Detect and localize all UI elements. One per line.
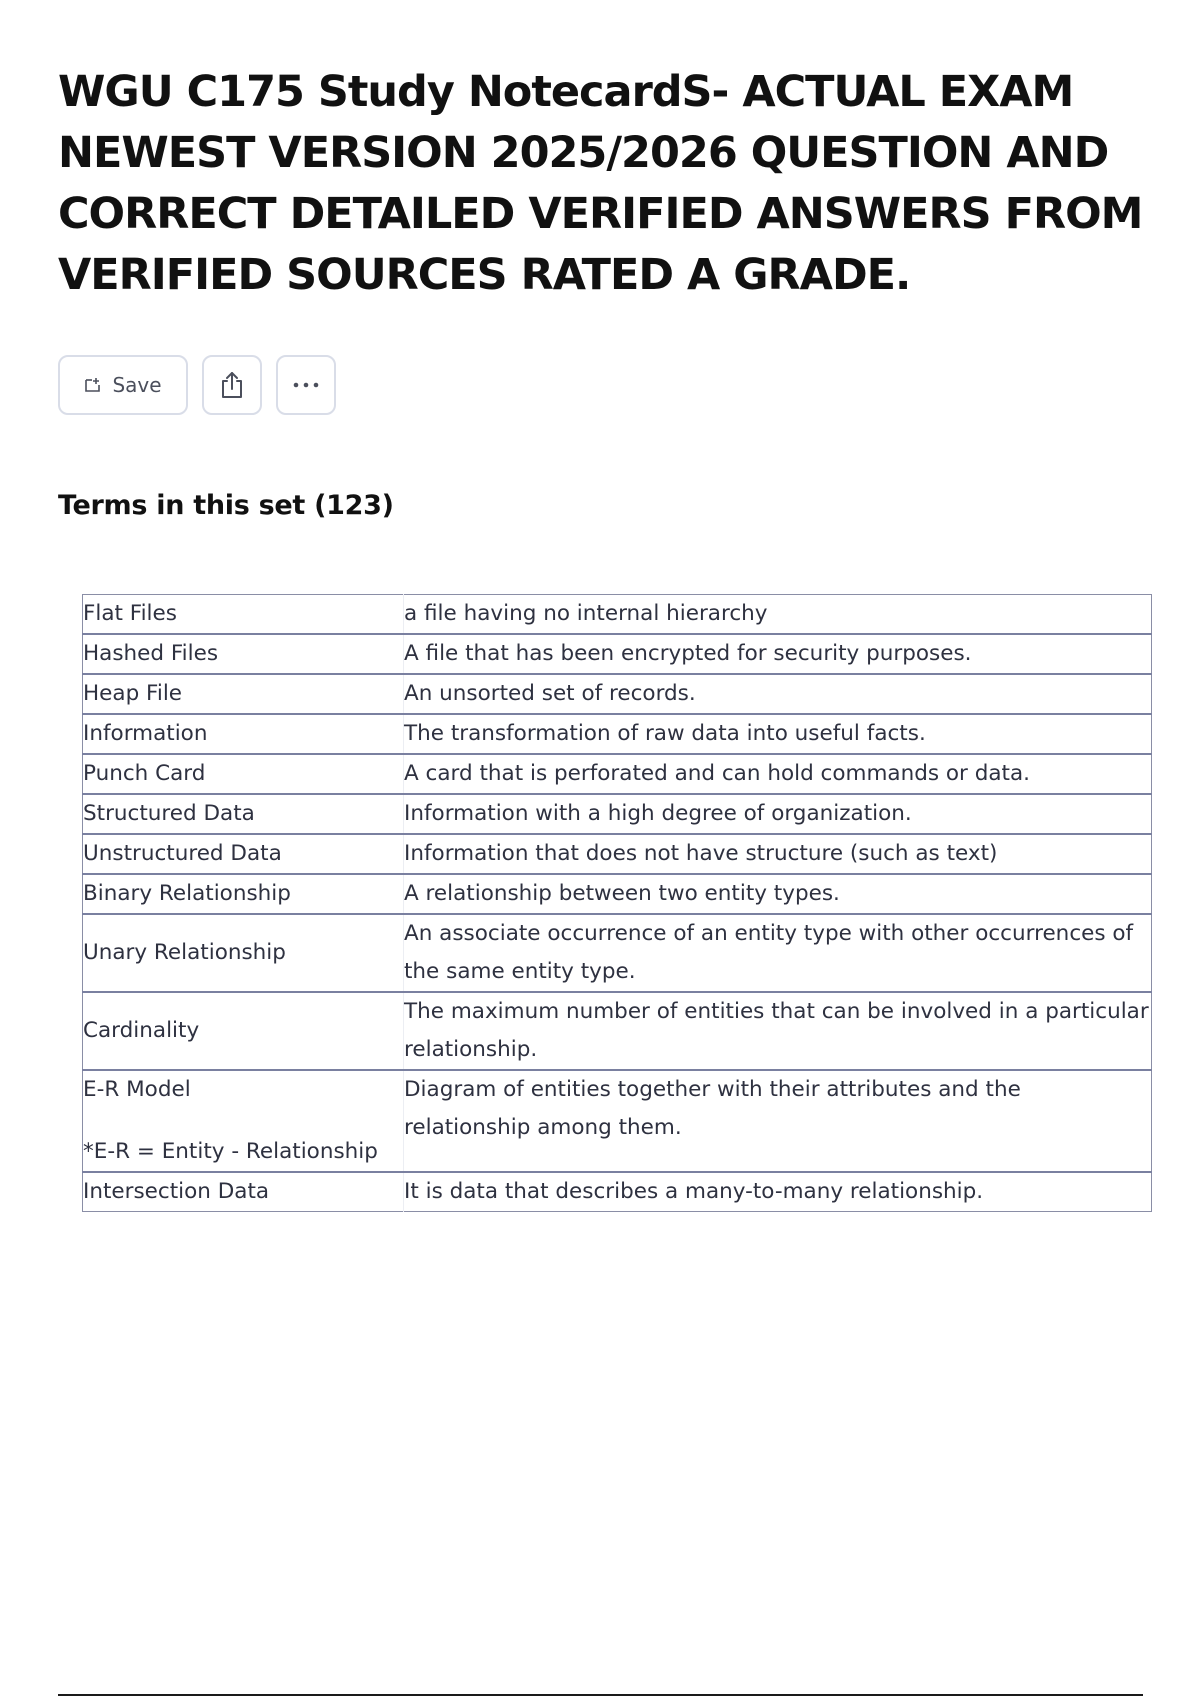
term-cell: Unstructured Data: [83, 834, 404, 874]
page-title: WGU C175 Study NotecardS- ACTUAL EXAM NEWEST VERSION 2025/2026 QUESTION AND CORRECT DETAILED VERIFIED ANSWERS FROM VERIFIED SOURCES RATED A GRADE.: [58, 67, 1143, 300]
term-cell: Flat Files: [83, 595, 404, 635]
term-label: E-R Model: [83, 1077, 191, 1102]
share-button[interactable]: [202, 355, 262, 415]
definition-cell: Diagram of entities together with their attributes and the relationship among them.: [404, 1077, 1021, 1140]
term-row: [83, 1070, 1152, 1172]
definition-cell: Information that does not have structure (such as text): [404, 841, 998, 866]
definition-cell: a file having no internal hierarchy: [404, 601, 768, 626]
definition-cell: A file that has been encrypted for security purposes.: [404, 641, 972, 666]
terms-heading: Terms in this set (123): [58, 490, 394, 521]
term-cell: Punch Card: [83, 754, 404, 794]
share-icon: [218, 370, 246, 400]
term-row: [83, 834, 1152, 874]
term-row: [83, 914, 1152, 992]
terms-table: [82, 594, 1152, 1212]
definition-cell: An unsorted set of records.: [404, 681, 696, 706]
term-row: [83, 714, 1152, 754]
term-cell: Intersection Data: [83, 1172, 404, 1212]
save-button-label: Save: [112, 373, 162, 397]
term-cell: Unary Relationship: [83, 914, 404, 992]
term-row: [83, 674, 1152, 714]
term-note: *E-R = Entity - Relationship: [83, 1139, 378, 1164]
term-row: [83, 1172, 1152, 1212]
term-cell: [83, 1070, 404, 1172]
definition-cell: Information with a high degree of organization.: [404, 801, 912, 826]
bottom-divider: [58, 1694, 1143, 1696]
term-cell: Binary Relationship: [83, 874, 404, 914]
more-options-icon: [291, 381, 321, 389]
definition-cell: An associate occurrence of an entity type with other occurrences of the same entity type.: [404, 921, 1134, 984]
definition-cell: The maximum number of entities that can be involved in a particular relationship.: [404, 999, 1149, 1062]
term-row: [83, 634, 1152, 674]
term-cell: Information: [83, 714, 404, 754]
term-cell: Heap File: [83, 674, 404, 714]
term-cell: Hashed Files: [83, 634, 404, 674]
term-row: [83, 992, 1152, 1070]
definition-cell: A relationship between two entity types.: [404, 881, 840, 906]
term-row: [83, 754, 1152, 794]
save-button[interactable]: [58, 355, 188, 415]
term-cell: Cardinality: [83, 992, 404, 1070]
more-options-button[interactable]: [276, 355, 336, 415]
term-row: [83, 794, 1152, 834]
save-to-folder-icon: [84, 376, 102, 394]
action-bar: [58, 355, 336, 415]
term-cell: Structured Data: [83, 794, 404, 834]
definition-cell: A card that is perforated and can hold commands or data.: [404, 761, 1030, 786]
term-row: [83, 874, 1152, 914]
term-row: [83, 595, 1152, 635]
definition-cell: It is data that describes a many-to-many relationship.: [404, 1179, 984, 1204]
definition-cell: The transformation of raw data into useful facts.: [404, 721, 926, 746]
